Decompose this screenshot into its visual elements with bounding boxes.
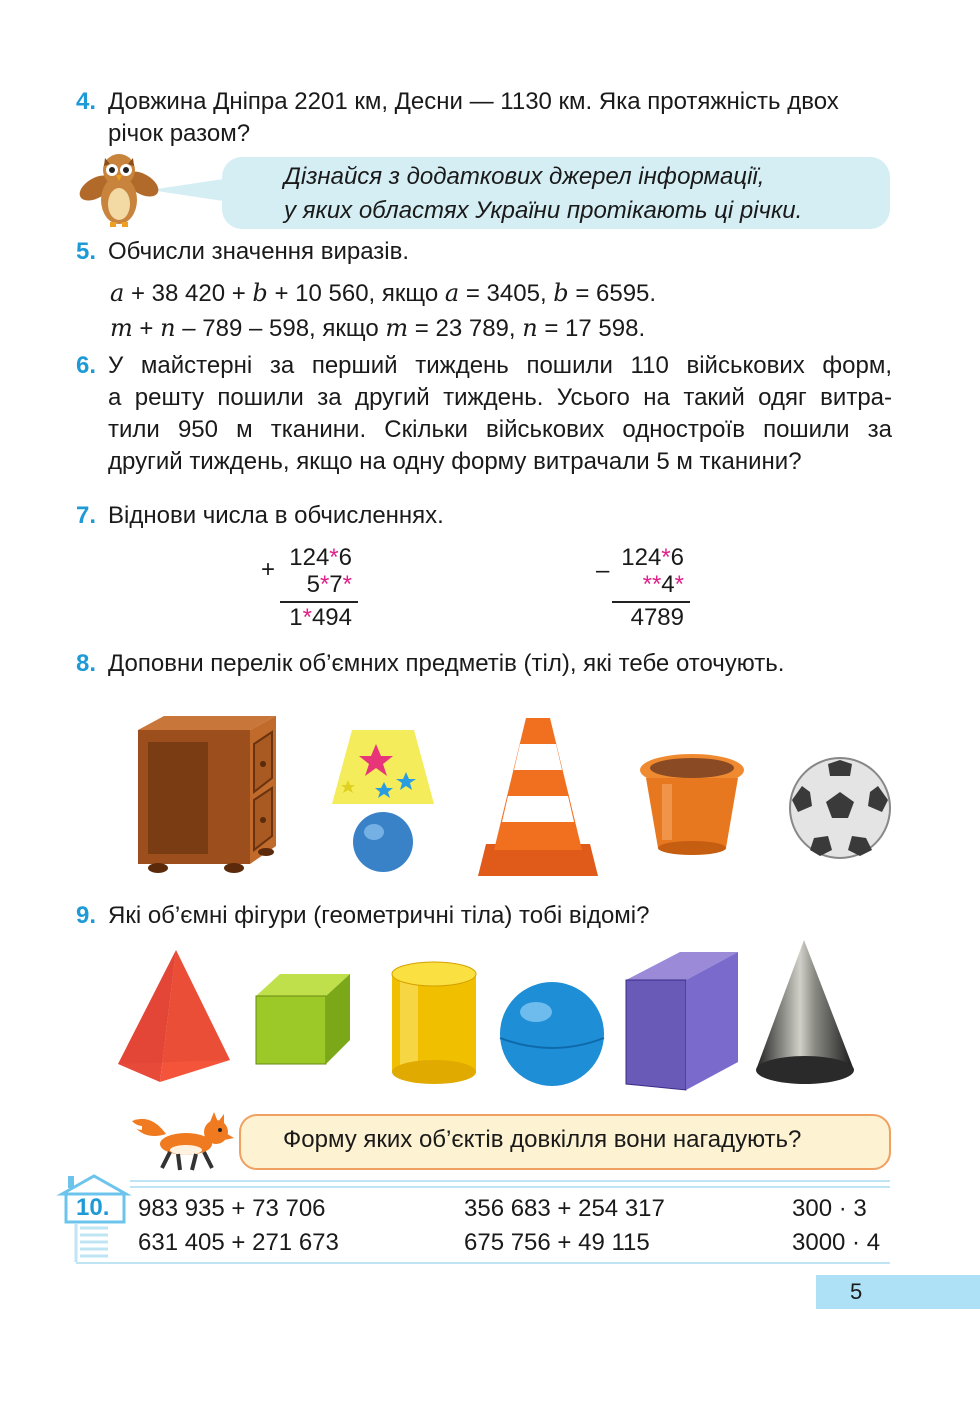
soccer-ball-icon [788,756,892,860]
homework-column-2 [464,1192,665,1260]
task-5 [76,236,892,268]
nightstand-icon [138,716,278,874]
task-number: 6. [76,352,97,379]
expression-1: a + 38 420 + b + 10 560, якщо a = 3405, b = 6595. [110,279,657,307]
task-number: 7. [76,502,97,529]
page-number-tab [816,1275,980,1309]
expression: 3000 · 4 [792,1229,881,1256]
task-6 [76,350,892,478]
task-text-line: тили 950 м тканини. Скільки військових одностроїв пошили за [108,416,892,443]
task-text: Доповни перелік об’ємних предметів (тіл), які тебе оточують. [108,650,785,677]
owl-icon [74,150,164,230]
task-text: Які об’ємні фігури (геометричні тіла) тобі відомі? [108,902,650,929]
task-text: Віднови числа в обчисленнях. [108,502,444,529]
expression: 983 935 + 73 706 [138,1195,326,1222]
task-number: 8. [76,650,97,677]
fox-tip-text: Форму яких об’єктів довкілля вони нагадують? [283,1126,802,1153]
cone-icon [756,940,854,1086]
task-5-expressions [110,276,656,346]
expression-2: m + n – 789 – 598, якщо m = 23 789, n = 17 598. [110,314,646,342]
task-text-line: Довжина Дніпра 2201 км, Десни — 1130 км. Яка протяжність двох [108,88,839,115]
task-8 [76,648,892,680]
expression: 300 · 3 [792,1195,867,1222]
task-text-line: У майстерні за перший тиждень пошили 110 військових форм, [108,352,892,379]
homework-bottom-line [76,1262,890,1264]
task-7 [76,500,892,532]
task-9 [76,900,892,932]
homework-top-line [130,1180,890,1182]
task-text-line: річок разом? [108,120,251,147]
task-text: Обчисли значення виразів. [108,238,410,265]
plus-sign: + [261,556,276,583]
task-number: 5. [76,238,97,265]
sum-line [280,601,358,603]
page-number: 5 [850,1279,863,1304]
flower-pot-icon [640,752,744,856]
lamp-icon [330,726,436,874]
subtrahend: **4* [642,571,684,598]
cube-icon [256,974,350,1064]
expression: 356 683 + 254 317 [464,1195,665,1222]
task-number: 4. [76,88,97,115]
difference: 4789 [630,604,684,631]
homework-top-line [130,1186,890,1188]
fox-icon [130,1112,234,1172]
task-text-line: а решту пошили за другий тиждень. Усього на такий одяг витра- [108,384,892,411]
owl-tip-text [284,160,802,228]
difference-line [612,601,690,603]
sphere-icon [498,982,606,1086]
homework-column-1 [138,1192,339,1260]
expression: 631 405 + 271 673 [138,1229,339,1256]
sum: 1*494 [289,604,352,631]
homework-column-3 [792,1192,880,1260]
task-number: 10. [76,1194,110,1221]
pyramid-icon [118,950,230,1084]
owl-tip-line: у яких областях України протікають ці річки. [284,197,803,224]
task-number: 9. [76,902,97,929]
minuend: 124*6 [621,544,684,571]
traffic-cone-icon [478,718,598,876]
task-4 [76,86,892,150]
prism-icon [626,952,738,1090]
expression: 675 756 + 49 115 [464,1229,650,1256]
cylinder-icon [392,962,476,1084]
minus-sign: – [596,557,610,584]
addition-column [280,544,352,598]
task-text-line: другий тиждень, якщо на одну форму витрачали 5 м тканини? [108,448,802,475]
addend-2: 5*7* [306,571,352,598]
owl-tip-line: Дізнайся з додаткових джерел інформації, [284,163,765,190]
addend-1: 124*6 [289,544,352,571]
subtraction-column [612,544,684,598]
